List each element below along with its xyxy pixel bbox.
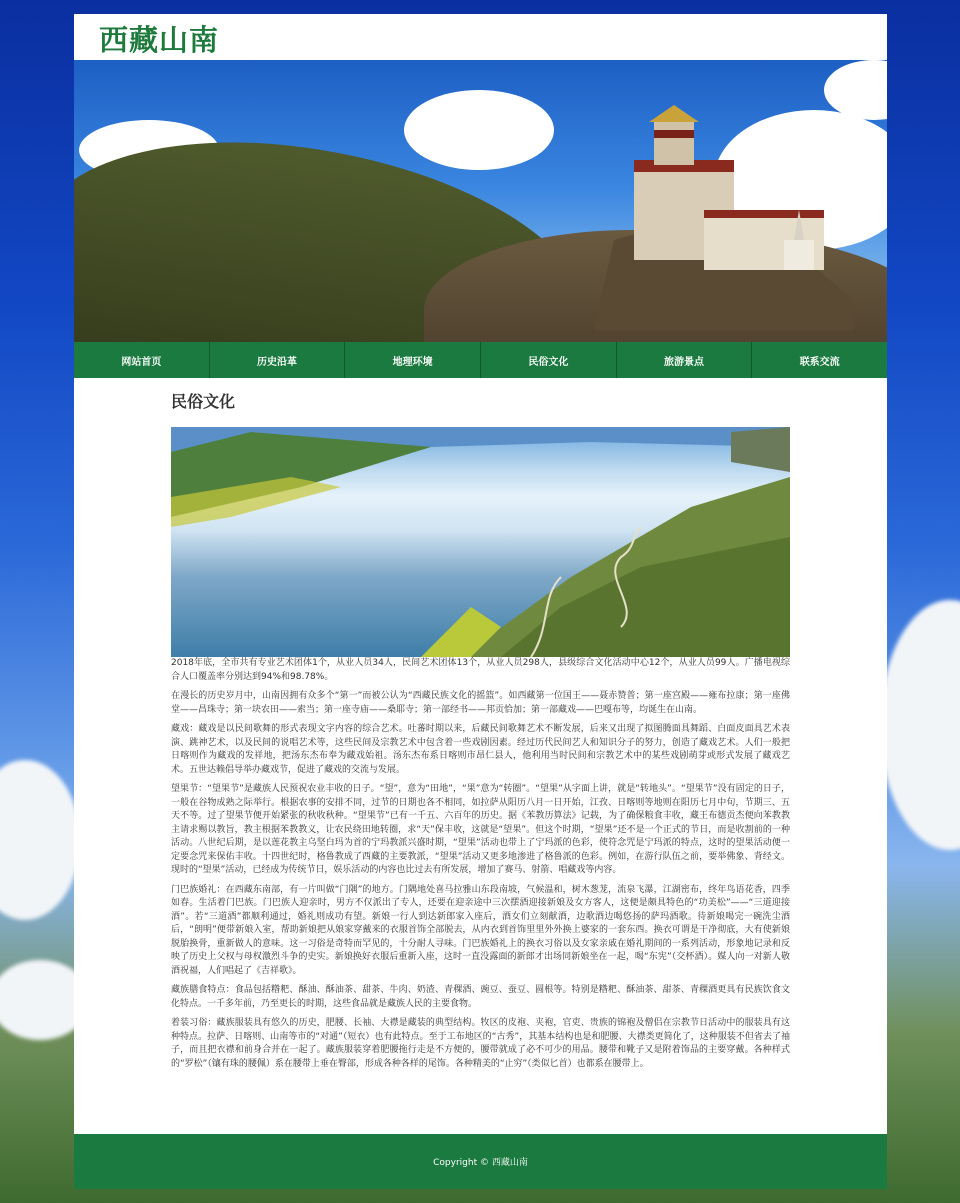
nav-item-contact[interactable]: 联系交流 (799, 356, 840, 368)
nav-item-attractions[interactable]: 旅游景点 (617, 342, 753, 378)
main-nav (74, 342, 887, 378)
page-title: 民俗文化 (171, 392, 236, 411)
banner-image (74, 60, 887, 342)
paragraph: 门巴族婚礼：在西藏东南部，有一片叫做“门隅”的地方。门隅地处喜马拉雅山东段南坡，气候温和，树木葱茏，流泉飞瀑，江湖密布，终年鸟语花香，四季如春。生活着门巴族。门巴族人迎亲时，男方不仅派出了专人，还要在迎亲途中三次摆酒迎接新娘及女方客人，这便是颇具特色的“功美松”——“三道迎接酒”。若“三道酒”都顺利通过，婚礼则成功有望。新娘一行人到达新郎家入座后，酒女们立刻献酒，边歌酒边喝悠扬的萨玛酒歌。待新娘喝完一碗洗尘酒后，“朗明”便带新娘入室，帮助新娘把从娘家穿戴来的衣服首饰全部脱去，从内衣到首饰里里外外换上婆家的一套东西。换衣可谓是干净彻底，大有使新娘脱胎换骨，重新做人的意味。这一习俗是奇特而罕见的，十分耐人寻味。门巴族婚礼上的换衣习俗以及女家亲戚在婚礼期间的一系列活动，形象地记录和反映了历史上父权与母权激烈斗争的史实。新娘换好衣服后重新入座，这时一直没露面的新郎才出场同新娘坐在一起，喝“东宪”（交杯酒）。媒人向一对新人敬酒祝福，人们唱起了《吉祥歌》。 (171, 884, 790, 976)
copyright-text: Copyright © 西藏山南 (433, 1158, 528, 1168)
lake-photo (171, 427, 790, 657)
page-container (74, 14, 887, 1189)
nav-item-history[interactable]: 历史沿革 (210, 342, 346, 378)
footer (74, 1134, 887, 1189)
paragraph: 望果节：“望果节”是藏族人民预祝农业丰收的日子。“望”，意为“田地”，“果”意为“转圈”。“望果”从字面上讲，就是“转地头”。“望果节”没有固定的日子，一般在谷物成熟之际举行。根据农事的安排不同，过节的日期也各不相同，如拉萨从阳历八月一日开始，江孜、日喀则等地则在阳历七月中旬，节期三、五天不等。过了望果节便开始紧张的秋收秋种。“望果节”已有一千五、六百年的历史。据《苯教历算法》记载，为了确保粮食丰收，藏王布德贡杰便向苯教教主请求赐以教旨，教主根据苯教教义，让农民绕田地转圈，求“天”保丰收，这就是“望果”。但这个时期，“望果”还不是一个正式的节日，而是收割前的一种活动。八世纪后期，是以莲花教主乌坚白玛为首的宁玛教派兴盛时期，“望果”活动也带上了宁玛派的色彩，使符念咒是宁玛派的特点，这时的望果活动便一定要念咒来保佑丰收。十四世纪时，格鲁教成了西藏的主要教派，“望果”活动又更多地渗进了格鲁派的色彩。例如，在游行队伍之前，要举佛象、背经文。现时的“望果”活动，已经成为传统节日，娱乐活动的内容也比过去有所发展，增加了赛马、射箭、唱藏戏等内容。 (171, 784, 790, 875)
paragraph: 着装习俗：藏族服装具有悠久的历史，肥腰、长袖、大襟是藏装的典型结构。牧区的皮袍、夹袍，官吏、贵族的锦袍及僧侣在宗教节日活动中的服装具有这种特点。拉萨、日喀则、山南等市的“对通”（短衣）也有此特点。至于工布地区的“古秀”，其基本结构也是和肥腰、大襟类更简化了，这种服装不但省去了袖子，而且把衣襟和前身合并在一起了。藏族服装穿着肥腰拖行走是不方便的，腰带就成了必不可少的用品。腰带和靴子又是附着饰品的主要穿戴。各种样式的“罗松”（镶有珠的腰佩）系在腰带上垂在臀部，形成各种各样的尾饰。各种精美的“止穷”（类似匕首）也都系在腰带上。 (171, 1018, 790, 1069)
site-logo[interactable]: 西藏山南 (99, 23, 220, 57)
main-content (171, 392, 790, 1077)
paragraph: 在漫长的历史岁月中，山南因拥有众多个“第一”而被公认为“西藏民族文化的摇篮”。如西藏第一位国王——聂赤赞普；第一座宫殿——雍布拉康；第一座佛堂——昌珠寺；第一块农田——索当；第一座寺庙——桑耶寺；第一部经书——邦贡恰加；第一部藏戏——巴嘎布等，均诞生在山南。 (171, 691, 790, 715)
header (74, 14, 887, 60)
paragraph: 2018年底，全市共有专业艺术团体1个，从业人员34人，民间艺术团体13个，从业人员298人，县级综合文化活动中心12个，从业人员99人。广播电视综合人口覆盖率分别达到94%和98.78%。 (171, 658, 790, 682)
nav-item-geography[interactable]: 地理环境 (345, 342, 481, 378)
paragraph: 藏戏：藏戏是以民间歌舞的形式表现文字内容的综合艺术。吐蕃时期以来，后藏民间歌舞艺术不断发展，后来又出现了拟图腾面具舞蹈、白面皮面具艺术表演、跳神艺术，以及民间的说唱艺术等，这些民间及宗教艺术中包含着一些戏剧因素。经过历代民间艺人和知识分子的努力，创造了藏戏艺术。人们一般把日喀则作为藏戏的发祥地，把汤东杰布奉为藏戏始祖。汤东杰布系日喀则市昂仁县人，他利用当时民间和宗教艺术中的某些戏剧萌芽或形式发展了藏戏艺术。五世达赖倡导举办藏戏节，促进了藏戏的交流与发展。 (171, 724, 790, 775)
monastery-illustration (554, 100, 854, 330)
nav-item-home[interactable]: 网站首页 (74, 342, 210, 378)
paragraph: 藏族膳食特点：食品包括糌粑、酥油、酥油茶、甜茶、牛肉、奶渣、青稞酒、豌豆、蚕豆、圆根等。特别是糌粑、酥油茶、甜茶、青稞酒更具有民族饮食文化特点。一千多年前，乃至更长的时期，这些食品就是藏族人民的主要食物。 (171, 985, 790, 1009)
nav-item-folk-culture[interactable]: 民俗文化 (481, 342, 617, 378)
